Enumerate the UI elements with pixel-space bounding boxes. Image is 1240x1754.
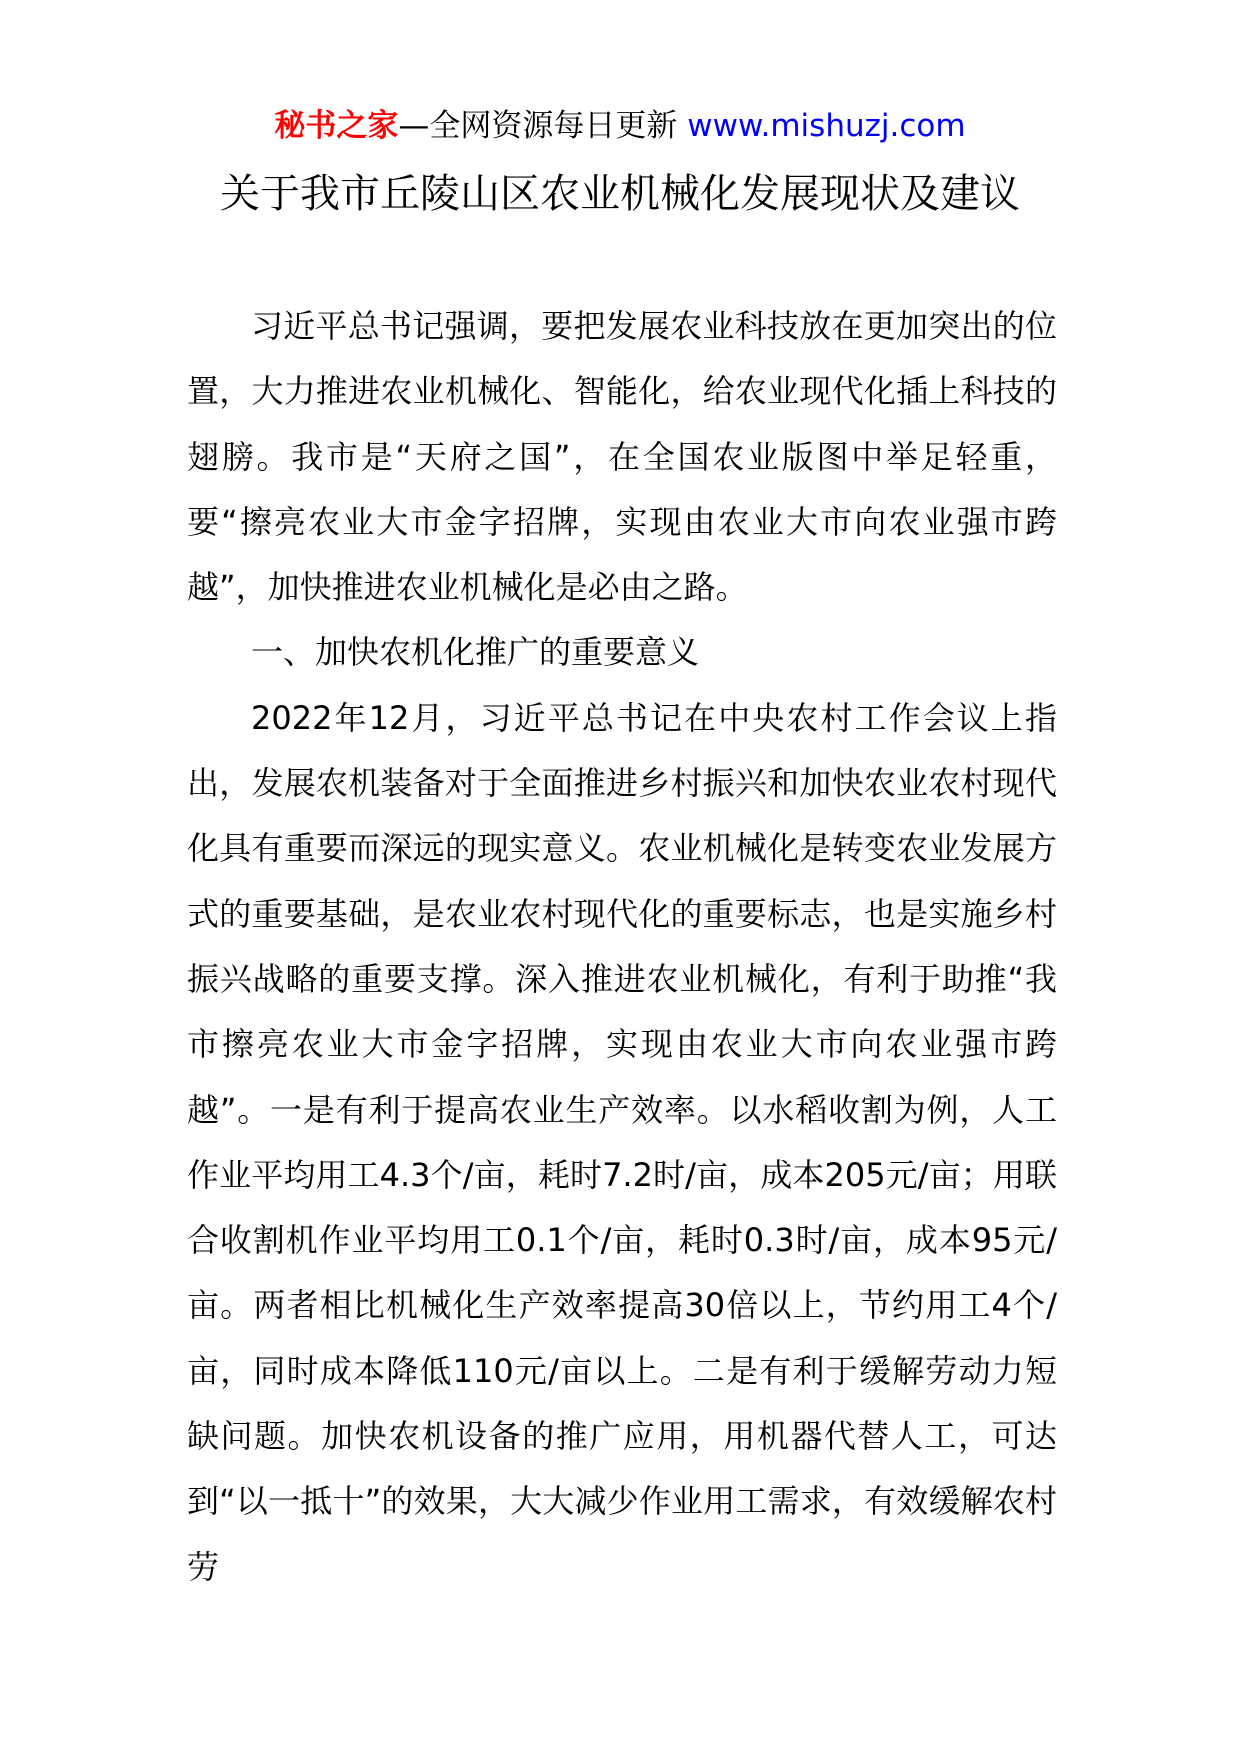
- section-heading: 一、加快农机化推广的重要意义: [251, 633, 700, 672]
- intro-paragraph: 习近平总书记强调，要把发展农业科技放在更加突出的位置，大力推进农业机械化、智能化，给农业现代化插上科技的翅膀。我市是“天府之国”，在全国农业版图中举足轻重，要“擦亮农业大市金字招牌，实现由农业大市向农业强市跨越”，加快推进农业机械化是必由之路。: [187, 307, 1057, 607]
- site-brand: 秘书之家: [274, 108, 399, 144]
- section-paragraph: 2022年12月，习近平总书记在中央农村工作会议上指出，发展农机装备对于全面推进乡村振兴和加快农业农村现代化具有重要而深远的现实意义。农业机械化是转变农业发展方式的重要基础，是农业农村现代化的重要标志，也是实施乡村振兴战略的重要支撑。深入推进农业机械化，有利于助推“我市擦亮农业大市金字招牌，实现由农业大市向农业强市跨越”。一是有利于提高农业生产效率。以水稻收割为例，人工作业平均用工4.3个/亩，耗时7.2时/亩，成本205元/亩；用联合收割机作业平均用工0.1个/亩，耗时0.3时/亩，成本95元/亩。两者相比机械化生产效率提高30倍以上，节约用工4个/亩，同时成本降低110元/亩以上。二是有利于缓解劳动力短缺问题。加快农机设备的推广应用，用机器代替人工，可达到“以一抵十”的效果，大大减少作业用工需求，有效缓解农村劳: [187, 698, 1057, 1586]
- site-banner: [0, 104, 1240, 148]
- site-tagline: —全网资源每日更新: [398, 108, 678, 144]
- document-title: 关于我市丘陵山区农业机械化发展现状及建议: [220, 171, 1020, 217]
- site-url-link[interactable]: www.mishuzj.com: [687, 108, 966, 144]
- document-body: [187, 294, 1057, 1600]
